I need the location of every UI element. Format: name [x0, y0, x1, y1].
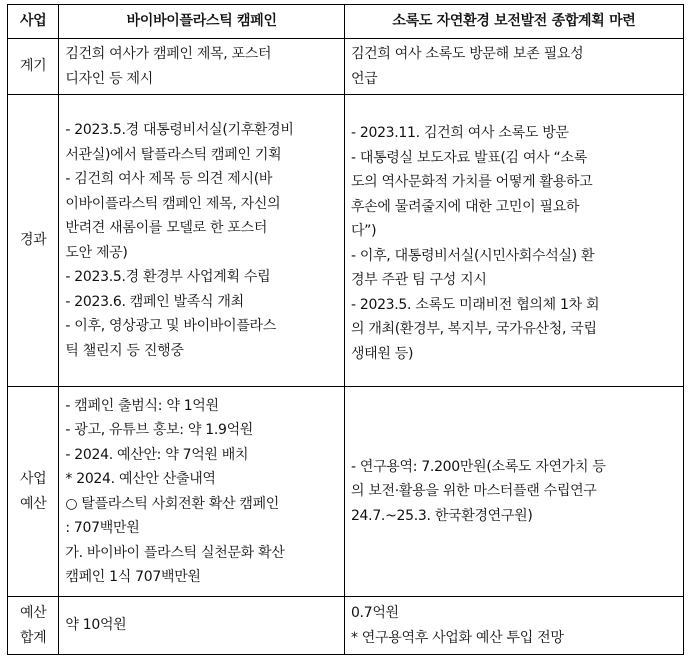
motive-campaign-line: 김건희 여사가 캠페인 제목, 포스터 [65, 46, 272, 62]
progress-sorokdo-line: 경부 주관 팀 구성 지시 [350, 272, 487, 288]
progress-campaign-line: - 이후, 영상광고 및 바이바이플라스 [65, 318, 276, 334]
total-sorokdo [344, 597, 683, 655]
progress-campaign-line: 도안 제공) [65, 244, 128, 261]
progress-campaign-line: 반려견 새롬이를 모델로 한 포스터 [65, 220, 268, 236]
label-motive: 계기 [8, 39, 59, 95]
label-total-line: 합계 [19, 629, 47, 646]
progress-campaign-line: - 2023.5.경 대통령비서실(기후환경비 [65, 122, 294, 138]
budget-campaign-line: - 2024. 예산안: 약 7억원 배치 [65, 446, 249, 463]
progress-sorokdo-line: - 대통령실 보도자료 발표(김 여사 “소록 [350, 149, 587, 166]
header-row [8, 5, 684, 39]
budget-campaign [59, 387, 345, 597]
budget-sorokdo-line: - 연구용역: 7.200만원(소록도 자연가치 등 [350, 458, 606, 475]
budget-campaign-line: : 707백만원 [65, 520, 140, 536]
budget-campaign-line: - 광고, 유튜브 홍보: 약 1.9억원 [65, 422, 254, 438]
motive-sorokdo [344, 39, 683, 95]
budget-sorokdo [344, 387, 683, 597]
progress-campaign-line: 서관실)에서 탈플라스틱 캠페인 기획 [65, 146, 282, 163]
motive-campaign-line: 디자인 등 제시 [65, 70, 154, 87]
label-budget-line: 예산 [19, 495, 47, 512]
label-budget-line: 사업 [19, 471, 47, 487]
motive-sorokdo-line: 언급 [350, 70, 378, 87]
total-campaign [59, 597, 345, 655]
progress-sorokdo-line: - 이후, 대통령비서실(시민사회수석실) 환 [350, 247, 595, 264]
motive-campaign [59, 39, 345, 95]
progress-campaign-line: - 2023.5.경 환경부 사업계획 수립 [65, 269, 271, 285]
label-total-line: 예산 [19, 605, 47, 621]
document-table [7, 4, 684, 655]
budget-campaign-line: 가. 바이바이 플라스틱 실천문화 확산 [65, 544, 285, 561]
budget-campaign-line: - 캠페인 출범식: 약 1억원 [65, 397, 219, 414]
total-sorokdo-line: 0.7억원 [350, 605, 399, 621]
label-progress: 경과 [8, 95, 59, 387]
progress-sorokdo [344, 95, 683, 387]
budget-sorokdo-line: 의 보전·활용을 위한 마스터플랜 수립연구 [350, 483, 597, 500]
progress-campaign-line: - 2023.6. 캠페인 발족식 개최 [65, 293, 244, 310]
label-budget [8, 387, 59, 597]
row-total [8, 597, 684, 655]
budget-campaign-line: ○ 탈플라스틱 사회전환 확산 캠페인 [65, 495, 280, 512]
budget-campaign-line: 캠페인 1식 707백만원 [65, 569, 201, 585]
header-project: 사업 [8, 5, 59, 39]
header-sorokdo: 소록도 자연환경 보전발전 종합계획 마련 [344, 5, 683, 39]
progress-sorokdo-line: - 2023.11. 김건희 여사 소록도 방문 [350, 125, 569, 141]
progress-campaign-line: 틱 챌린지 등 진행중 [65, 342, 184, 359]
progress-campaign [59, 95, 345, 387]
header-campaign: 바이바이플라스틱 캠페인 [59, 5, 345, 39]
progress-sorokdo-line: 도의 역사문화적 가치를 어떻게 활용하고 [350, 174, 593, 190]
progress-sorokdo-line: 후손에 물려줄지에 대한 고민이 필요하 [350, 198, 580, 215]
budget-sorokdo-line: 24.7.~25.3. 한국환경연구원) [350, 507, 533, 524]
budget-campaign-line: * 2024. 예산안 산출내역 [65, 471, 216, 487]
progress-sorokdo-line: 다”) [350, 223, 377, 239]
row-budget [8, 387, 684, 597]
row-progress [8, 95, 684, 387]
progress-campaign-line: 이바이플라스틱 캠페인 제목, 자신의 [65, 195, 281, 212]
label-total [8, 597, 59, 655]
progress-sorokdo-line: - 2023.5. 소록도 미래비전 협의체 1차 회 [350, 296, 600, 313]
progress-campaign-line: - 김건희 여사 제목 등 의견 제시(바 [65, 171, 273, 187]
row-motive [8, 39, 684, 95]
motive-sorokdo-line: 김건희 여사 소록도 방문해 보존 필요성 [350, 46, 584, 62]
total-campaign-line: 약 10억원 [65, 617, 127, 634]
progress-sorokdo-line: 의 개최(환경부, 복지부, 국가유산청, 국립 [350, 321, 597, 337]
progress-sorokdo-line: 생태원 등) [350, 345, 414, 362]
total-sorokdo-line: * 연구용역후 사업화 예산 투입 전망 [350, 629, 564, 646]
